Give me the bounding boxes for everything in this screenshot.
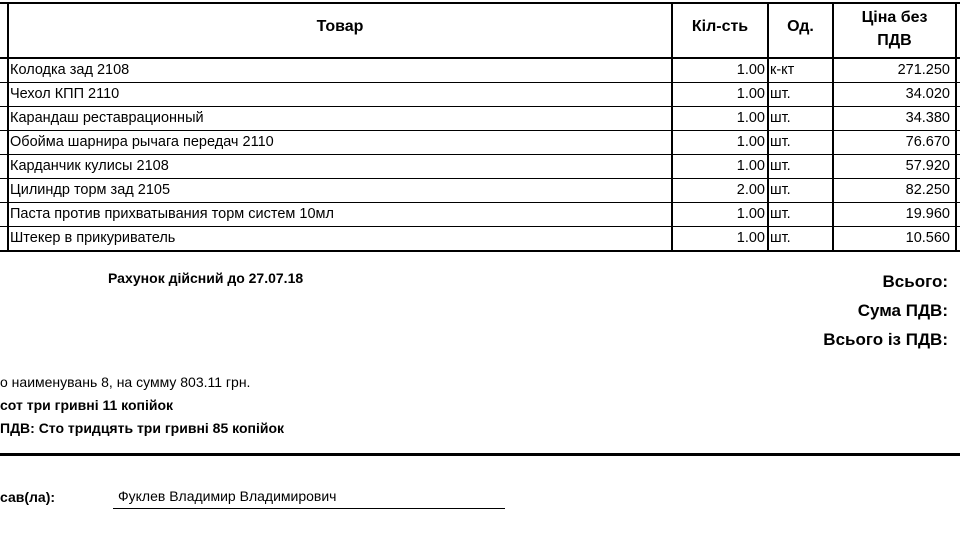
row-6-name: Цилиндр торм зад 2105 — [10, 182, 171, 198]
row-1-name: Колодка зад 2108 — [10, 62, 130, 78]
total-label: Всього: — [882, 272, 948, 291]
header-bottom-border — [0, 57, 960, 59]
row-1-unit: к-кт — [770, 62, 795, 78]
row-separator — [0, 82, 960, 83]
row-3-unit: шт. — [770, 110, 791, 126]
table-top-border — [0, 2, 960, 4]
col-divider-left — [7, 2, 9, 252]
header-price — [834, 6, 955, 52]
signature-line — [113, 508, 505, 509]
row-1-qty: 1.00 — [736, 62, 765, 78]
row-7-price: 19.960 — [905, 206, 950, 222]
row-3-qty: 1.00 — [736, 110, 765, 126]
section-divider — [0, 453, 960, 456]
row-7-unit: шт. — [770, 206, 791, 222]
summary-count-sum: о наименувань 8, на сумму 803.11 грн. — [0, 374, 251, 390]
row-2-price: 34.020 — [905, 86, 950, 102]
header-price-line1: Ціна без — [861, 9, 928, 26]
row-8-unit: шт. — [770, 230, 791, 246]
header-product: Товар — [316, 18, 364, 35]
row-4-price: 76.670 — [905, 134, 950, 150]
invoice-validity: Рахунок дійсний до 27.07.18 — [108, 270, 304, 286]
row-7-name: Паста против прихватывания торм систем 10мл — [10, 206, 334, 222]
row-4-unit: шт. — [770, 134, 791, 150]
signature-label: сав(ла): — [0, 489, 56, 505]
row-7-qty: 1.00 — [736, 206, 765, 222]
total-with-vat-label: Всього із ПДВ: — [823, 330, 948, 349]
row-6-qty: 2.00 — [736, 182, 765, 198]
row-5-name: Карданчик кулисы 2108 — [10, 158, 169, 174]
row-2-qty: 1.00 — [736, 86, 765, 102]
row-8-qty: 1.00 — [736, 230, 765, 246]
row-4-name: Обойма шарнира рычага передач 2110 — [10, 134, 274, 150]
header-unit: Од. — [787, 18, 814, 35]
row-8-price: 10.560 — [905, 230, 950, 246]
header-price-line2: ПДВ — [877, 32, 912, 49]
row-3-price: 34.380 — [905, 110, 950, 126]
summary-total-words: сот три гривні 11 копійок — [0, 397, 174, 413]
row-5-unit: шт. — [770, 158, 791, 174]
row-5-price: 57.920 — [905, 158, 950, 174]
header-qty: Кіл-сть — [691, 18, 749, 35]
row-8-name: Штекер в прикуриватель — [10, 230, 176, 246]
row-5-qty: 1.00 — [736, 158, 765, 174]
row-3-name: Карандаш реставрационный — [10, 110, 204, 126]
row-2-name: Чехол КПП 2110 — [10, 86, 120, 102]
col-divider-qty-unit — [767, 2, 769, 252]
col-divider-right — [955, 2, 957, 252]
vat-sum-label: Сума ПДВ: — [857, 301, 948, 320]
row-4-qty: 1.00 — [736, 134, 765, 150]
row-6-price: 82.250 — [905, 182, 950, 198]
row-2-unit: шт. — [770, 86, 791, 102]
summary-vat-words: ПДВ: Сто тридцять три гривні 85 копійок — [0, 420, 285, 436]
table-bottom-border — [0, 250, 960, 252]
signature-name: Фуклев Владимир Владимирович — [118, 488, 337, 504]
row-1-price: 271.250 — [897, 62, 950, 78]
row-6-unit: шт. — [770, 182, 791, 198]
